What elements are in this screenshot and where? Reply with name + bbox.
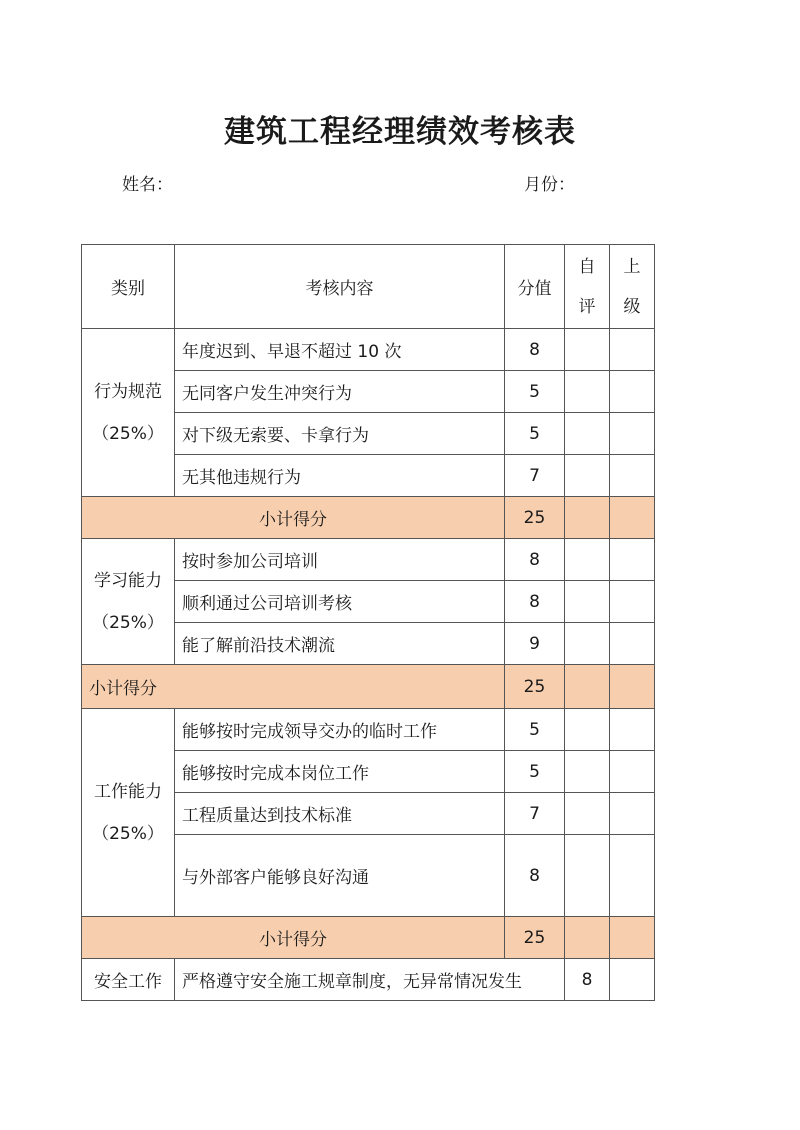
header-self-eval-line2: 评: [578, 296, 596, 317]
self-eval-cell[interactable]: [565, 793, 610, 835]
category-cell-learning: [82, 539, 175, 665]
self-eval-cell[interactable]: [565, 751, 610, 793]
category-name: 学习能力: [94, 570, 162, 591]
item-score: 5: [505, 371, 565, 413]
subtotal-label: 小计得分: [82, 497, 505, 539]
category-name: 工作能力: [94, 781, 162, 802]
category-cell-work: [82, 709, 175, 917]
subtotal-label: 小计得分: [82, 665, 505, 709]
header-content: 考核内容: [175, 245, 505, 329]
header-supervisor-eval-line2: 级: [623, 296, 641, 317]
item-score: 5: [505, 709, 565, 751]
item-content: 严格遵守安全施工规章制度，无异常情况发生: [175, 959, 565, 1001]
item-score: 5: [505, 413, 565, 455]
subtotal-row: [82, 497, 655, 539]
self-eval-cell[interactable]: [565, 539, 610, 581]
table-row: [82, 539, 655, 581]
item-score: 8: [565, 959, 610, 1001]
subtotal-self-eval-cell[interactable]: [565, 497, 610, 539]
supervisor-eval-cell[interactable]: [610, 413, 655, 455]
self-eval-cell[interactable]: [565, 623, 610, 665]
header-self-eval-line1: 自: [578, 256, 596, 277]
name-field-label: 姓名：: [122, 175, 173, 195]
category-name: 安全工作: [82, 959, 175, 1001]
self-eval-cell[interactable]: [565, 835, 610, 917]
subtotal-supervisor-eval-cell[interactable]: [610, 917, 655, 959]
item-score: 8: [505, 835, 565, 917]
category-name: 行为规范: [94, 381, 162, 402]
item-content: 能了解前沿技术潮流: [175, 623, 505, 665]
item-score: 8: [505, 539, 565, 581]
table-row: [82, 709, 655, 751]
table-row: [82, 959, 655, 1001]
item-content: 能够按时完成领导交办的临时工作: [175, 709, 505, 751]
category-weight: （25%）: [92, 423, 164, 444]
supervisor-eval-cell[interactable]: [610, 709, 655, 751]
item-score: 8: [505, 329, 565, 371]
supervisor-eval-cell[interactable]: [610, 329, 655, 371]
supervisor-eval-cell[interactable]: [610, 371, 655, 413]
item-content: 无其他违规行为: [175, 455, 505, 497]
self-eval-cell[interactable]: [565, 329, 610, 371]
header-score: 分值: [505, 245, 565, 329]
subtotal-self-eval-cell[interactable]: [565, 665, 610, 709]
header-supervisor-eval: [610, 245, 655, 329]
supervisor-eval-cell[interactable]: [610, 793, 655, 835]
supervisor-eval-cell[interactable]: [610, 835, 655, 917]
supervisor-eval-cell[interactable]: [610, 581, 655, 623]
item-content: 与外部客户能够良好沟通: [175, 835, 505, 917]
subtotal-row: [82, 665, 655, 709]
item-content: 无同客户发生冲突行为: [175, 371, 505, 413]
subtotal-score: 25: [505, 497, 565, 539]
item-content: 顺利通过公司培训考核: [175, 581, 505, 623]
item-score: 8: [505, 581, 565, 623]
self-eval-cell[interactable]: [565, 371, 610, 413]
header-self-eval: [565, 245, 610, 329]
subtotal-supervisor-eval-cell[interactable]: [610, 497, 655, 539]
supervisor-eval-cell[interactable]: [610, 751, 655, 793]
item-content: 年度迟到、早退不超过 10 次: [175, 329, 505, 371]
item-score: 5: [505, 751, 565, 793]
header-supervisor-eval-line1: 上: [623, 256, 641, 277]
subtotal-score: 25: [505, 917, 565, 959]
item-content: 按时参加公司培训: [175, 539, 505, 581]
supervisor-eval-cell[interactable]: [610, 959, 655, 1001]
page-title: 建筑工程经理绩效考核表: [224, 114, 576, 150]
item-score: 7: [505, 455, 565, 497]
month-field-label: 月份：: [524, 175, 575, 195]
header-category: 类别: [82, 245, 175, 329]
supervisor-eval-cell[interactable]: [610, 539, 655, 581]
self-eval-cell[interactable]: [565, 581, 610, 623]
item-score: 9: [505, 623, 565, 665]
evaluation-table: [81, 244, 655, 1001]
self-eval-cell[interactable]: [565, 455, 610, 497]
item-score: 7: [505, 793, 565, 835]
item-content: 能够按时完成本岗位工作: [175, 751, 505, 793]
subtotal-row: [82, 917, 655, 959]
category-weight: （25%）: [92, 612, 164, 633]
subtotal-self-eval-cell[interactable]: [565, 917, 610, 959]
subtotal-score: 25: [505, 665, 565, 709]
item-content: 工程质量达到技术标准: [175, 793, 505, 835]
subtotal-label: 小计得分: [82, 917, 505, 959]
category-cell-conduct: [82, 329, 175, 497]
category-weight: （25%）: [92, 823, 164, 844]
supervisor-eval-cell[interactable]: [610, 623, 655, 665]
self-eval-cell[interactable]: [565, 413, 610, 455]
subtotal-supervisor-eval-cell[interactable]: [610, 665, 655, 709]
table-row: [82, 329, 655, 371]
item-content: 对下级无索要、卡拿行为: [175, 413, 505, 455]
table-header-row: [82, 245, 655, 329]
supervisor-eval-cell[interactable]: [610, 455, 655, 497]
self-eval-cell[interactable]: [565, 709, 610, 751]
